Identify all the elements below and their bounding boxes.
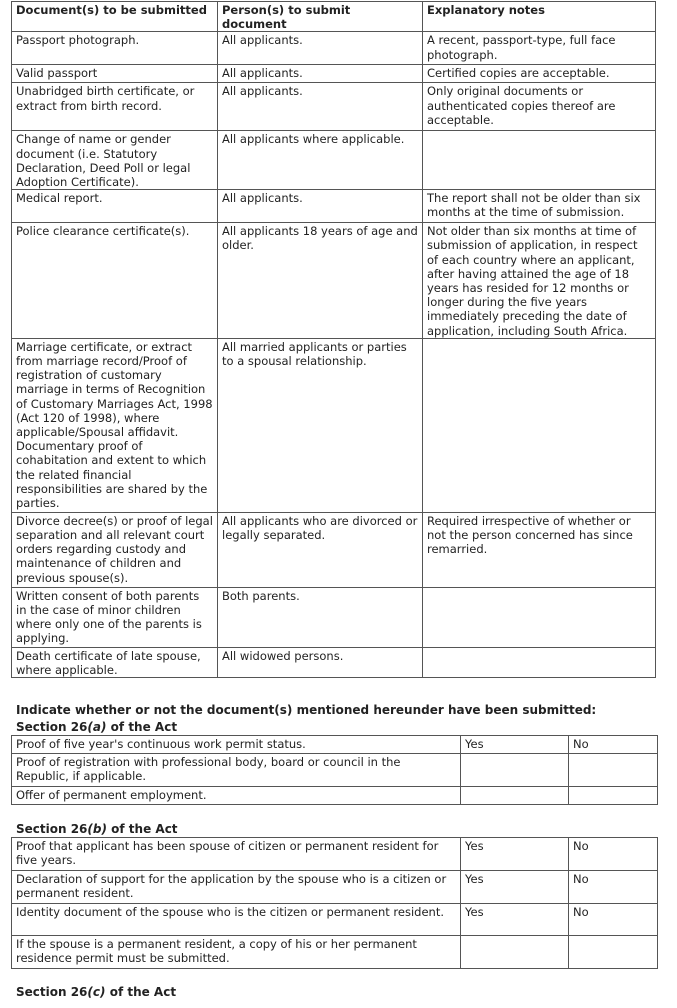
yes-option[interactable]: Yes xyxy=(461,736,569,754)
notes-cell xyxy=(423,587,656,647)
document-cell: Medical report. xyxy=(12,190,218,223)
no-option[interactable] xyxy=(569,936,658,969)
checklist-item-text: Proof of five year's continuous work permit status. xyxy=(12,736,461,754)
notes-cell: A recent, passport-type, full face photograph. xyxy=(423,32,656,65)
person-cell: All applicants. xyxy=(218,32,423,65)
yes-option[interactable] xyxy=(461,754,569,787)
notes-cell xyxy=(423,647,656,677)
table-row xyxy=(12,190,656,223)
person-cell: Both parents. xyxy=(218,587,423,647)
checklist-item-text: Declaration of support for the application by the spouse who is a citizen or permanent resident. xyxy=(12,871,461,904)
notes-cell: Certified copies are acceptable. xyxy=(423,65,656,83)
table-row xyxy=(12,131,656,190)
checklist-row xyxy=(12,936,658,969)
document-cell: Valid passport xyxy=(12,65,218,83)
checklist-item-text: Identity document of the spouse who is the citizen or permanent resident. xyxy=(12,904,461,936)
notes-cell: Only original documents or authenticated copies thereof are acceptable. xyxy=(423,83,656,131)
yes-option[interactable]: Yes xyxy=(461,904,569,936)
no-option[interactable]: No xyxy=(569,904,658,936)
notes-cell: The report shall not be older than six months at the time of submission. xyxy=(423,190,656,223)
person-cell: All applicants 18 years of age and older. xyxy=(218,223,423,339)
person-cell: All applicants. xyxy=(218,83,423,131)
no-option[interactable]: No xyxy=(569,838,658,871)
no-option[interactable]: No xyxy=(569,736,658,754)
document-cell: Unabridged birth certificate, or extract from birth record. xyxy=(12,83,218,131)
person-cell: All widowed persons. xyxy=(218,647,423,677)
section-26b-heading: Section 26(b) of the Act xyxy=(16,822,178,836)
table-row xyxy=(12,647,656,677)
checklist-item-text: Offer of permanent employment. xyxy=(12,787,461,805)
header-documents: Document(s) to be submitted xyxy=(12,2,218,32)
person-cell: All applicants. xyxy=(218,190,423,223)
table-row xyxy=(12,65,656,83)
table-row xyxy=(12,587,656,647)
section-26c-heading: Section 26(c) of the Act xyxy=(16,985,177,999)
notes-cell: Not older than six months at time of submission of application, in respect of each country where an applicant, after having attained the age of 18 years has resided for 12 months or longer during the five years immediately preceding the date of application, including South Africa. xyxy=(423,223,656,339)
yes-option[interactable] xyxy=(461,787,569,805)
section-26b-table xyxy=(11,837,658,969)
checklist-row xyxy=(12,838,658,871)
document-cell: Passport photograph. xyxy=(12,32,218,65)
section-26a-heading: Section 26(a) of the Act xyxy=(16,720,178,734)
yes-option[interactable]: Yes xyxy=(461,871,569,904)
checklist-item-text: Proof that applicant has been spouse of citizen or permanent resident for five years. xyxy=(12,838,461,871)
header-notes: Explanatory notes xyxy=(423,2,656,32)
header-persons: Person(s) to submit document xyxy=(218,2,423,32)
document-cell: Change of name or gender document (i.e. Statutory Declaration, Deed Poll or legal Adoption Certificate). xyxy=(12,131,218,190)
indicate-heading: Indicate whether or not the document(s) mentioned hereunder have been submitted: xyxy=(16,703,597,717)
notes-cell xyxy=(423,131,656,190)
no-option[interactable] xyxy=(569,787,658,805)
checklist-row xyxy=(12,787,658,805)
document-cell: Police clearance certificate(s). xyxy=(12,223,218,339)
checklist-row xyxy=(12,871,658,904)
checklist-item-text: Proof of registration with professional body, board or council in the Republic, if applicable. xyxy=(12,754,461,787)
person-cell: All applicants where applicable. xyxy=(218,131,423,190)
checklist-row xyxy=(12,736,658,754)
table-row xyxy=(12,512,656,587)
document-cell: Death certificate of late spouse, where applicable. xyxy=(12,647,218,677)
notes-cell: Required irrespective of whether or not the person concerned has since remarried. xyxy=(423,512,656,587)
table-row xyxy=(12,83,656,131)
table-row xyxy=(12,338,656,512)
checklist-item-text: If the spouse is a permanent resident, a copy of his or her permanent residence permit must be submitted. xyxy=(12,936,461,969)
table-row xyxy=(12,32,656,65)
no-option[interactable]: No xyxy=(569,871,658,904)
checklist-row xyxy=(12,754,658,787)
person-cell: All applicants who are divorced or legally separated. xyxy=(218,512,423,587)
notes-cell xyxy=(423,338,656,512)
document-cell: Written consent of both parents in the case of minor children where only one of the parents is applying. xyxy=(12,587,218,647)
document-cell: Marriage certificate, or extract from marriage record/Proof of registration of customary marriage in terms of Recognition of Customary Marriages Act, 1998 (Act 120 of 1998), where applicable/Spousal affidavit. Documentary proof of cohabitation and extent to which the related financial responsibilities are shared by the parties. xyxy=(12,338,218,512)
table-header-row xyxy=(12,2,656,32)
checklist-row xyxy=(12,904,658,936)
table-row xyxy=(12,223,656,339)
yes-option[interactable]: Yes xyxy=(461,838,569,871)
no-option[interactable] xyxy=(569,754,658,787)
person-cell: All applicants. xyxy=(218,65,423,83)
section-26a-table xyxy=(11,735,658,805)
person-cell: All married applicants or parties to a spousal relationship. xyxy=(218,338,423,512)
yes-option[interactable] xyxy=(461,936,569,969)
document-cell: Divorce decree(s) or proof of legal separation and all relevant court orders regarding custody and maintenance of children and previous spouse(s). xyxy=(12,512,218,587)
required-documents-table xyxy=(11,1,656,678)
